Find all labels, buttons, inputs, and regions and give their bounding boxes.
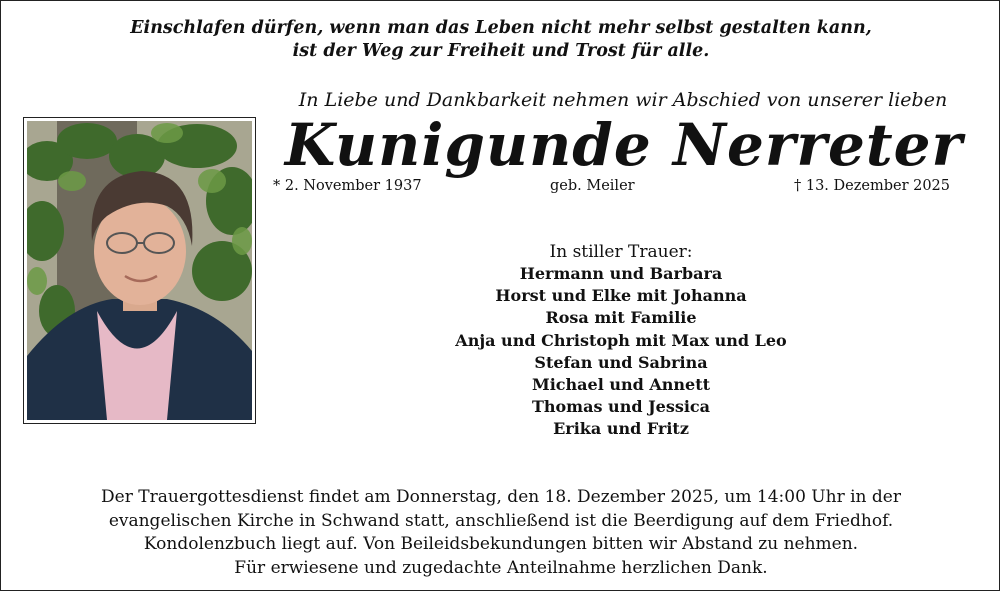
maiden-name: geb. Meiler — [550, 178, 635, 194]
quote-line-1: Einschlafen dürfen, wenn man das Leben nicht mehr selbst gestalten kann, — [130, 18, 872, 38]
mourners-title: In stiller Trauer: — [549, 242, 693, 262]
service-notice — [1, 486, 1000, 580]
notice-line: Der Trauergottesdienst findet am Donnerstag, den 18. Dezember 2025, um 14:00 Uhr in der — [101, 487, 901, 507]
notice-line: Für erwiesene und zugedachte Anteilnahme herzlichen Dank. — [234, 557, 768, 578]
intro-text: In Liebe und Dankbarkeit nehmen wir Abschied von unserer lieben — [298, 89, 948, 111]
mourner-entry: Erika und Fritz — [553, 419, 689, 439]
mourner-entry: Anja und Christoph mit Max und Leo — [455, 330, 787, 350]
portrait-photo — [23, 117, 256, 424]
mourner-entry: Stefan und Sabrina — [534, 352, 708, 372]
birth-date: * 2. November 1937 — [273, 178, 422, 194]
notice-line: Kondolenzbuch liegt auf. Von Beileidsbekundungen bitten wir Abstand zu nehmen. — [143, 534, 859, 554]
notice-line: evangelischen Kirche in Schwand statt, anschließend ist die Beerdigung auf dem Friedhof. — [108, 510, 894, 531]
quote-line-2: ist der Weg zur Freiheit und Trost für alle. — [292, 41, 710, 61]
mourner-entry: Michael und Annett — [531, 375, 711, 395]
mourner-entry: Rosa mit Familie — [545, 308, 697, 328]
death-date: † 13. Dezember 2025 — [794, 178, 951, 194]
deceased-name: Kunigunde Nerreter — [284, 111, 964, 179]
mourner-entry: Hermann und Barbara — [519, 264, 723, 283]
mourner-entry: Thomas und Jessica — [531, 397, 711, 417]
mourner-entry: Horst und Elke mit Johanna — [495, 286, 747, 306]
mourners-list — [381, 263, 861, 441]
portrait-image — [27, 121, 252, 420]
